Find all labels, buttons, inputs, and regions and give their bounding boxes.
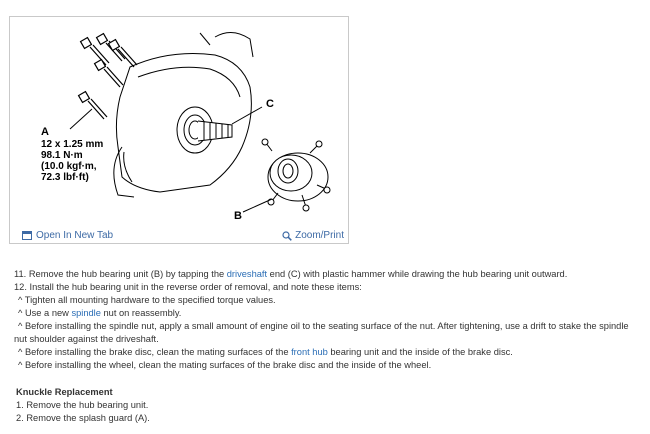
figure-box <box>9 16 349 244</box>
zoom-icon <box>282 231 292 241</box>
bullet-spindle-text-b: nut on reassembly. <box>100 308 182 318</box>
spec-line-3: (10.0 kgf·m, <box>41 161 97 172</box>
bullet-brake-disc <box>14 346 644 359</box>
bullet-engine-oil: ^ Before installing the spindle nut, apply a small amount of engine oil to the seating surface of the nut. After tightening, use a drift to stake the spindle <box>18 321 629 331</box>
bullet-torque <box>14 294 644 307</box>
knuckle-step-2: 2. Remove the splash guard (A). <box>16 413 150 423</box>
open-in-new-tab-label: Open In New Tab <box>36 230 114 241</box>
bullet-wheel: ^ Before installing the wheel, clean the mating surfaces of the brake disc and the inside of the wheel. <box>18 360 432 370</box>
open-in-new-tab-link[interactable] <box>22 230 113 241</box>
spec-line-1: 12 x 1.25 mm <box>41 139 104 150</box>
bullet-torque-text: ^ Tighten all mounting hardware to the specified torque values. <box>18 295 276 305</box>
open-tab-icon <box>22 231 32 240</box>
bullet-brake-disc-text-a: ^ Before installing the brake disc, clean the mating surfaces of the <box>18 347 292 357</box>
label-c: C <box>266 98 274 110</box>
bullet-engine-oil-cont: nut shoulder against the driveshaft. <box>14 334 159 344</box>
step-11 <box>14 268 644 281</box>
bullet-brake-disc-text-b: bearing unit and the inside of the brake disc. <box>327 347 513 357</box>
label-a: A <box>41 126 49 138</box>
step-11-text-a: 11. Remove the hub bearing unit (B) by tapping the <box>14 269 227 279</box>
bullet-spindle <box>14 307 644 320</box>
figure-footer <box>18 230 344 244</box>
step-12: 12. Install the hub bearing unit in the reverse order of removal, and note these items: <box>14 282 362 292</box>
instructions <box>14 268 644 425</box>
label-b: B <box>234 210 242 222</box>
bullet-spindle-text-a: ^ Use a new <box>18 308 72 318</box>
knuckle-step-1: 1. Remove the hub bearing unit. <box>16 400 149 410</box>
step-11-text-b: end (C) with plastic hammer while drawing the hub bearing unit outward. <box>267 269 568 279</box>
spindle-link[interactable]: spindle <box>71 308 101 318</box>
spec-line-2: 98.1 N·m <box>41 150 83 161</box>
driveshaft-link[interactable]: driveshaft <box>226 269 268 279</box>
knuckle-heading: Knuckle Replacement <box>16 387 113 397</box>
hub-bearing-diagram <box>10 17 348 224</box>
spec-line-4: 72.3 lbf·ft) <box>41 172 89 183</box>
zoom-print-label: Zoom/Print <box>295 230 344 241</box>
zoom-print-link[interactable] <box>282 230 344 241</box>
front-hub-link[interactable]: front hub <box>291 347 328 357</box>
